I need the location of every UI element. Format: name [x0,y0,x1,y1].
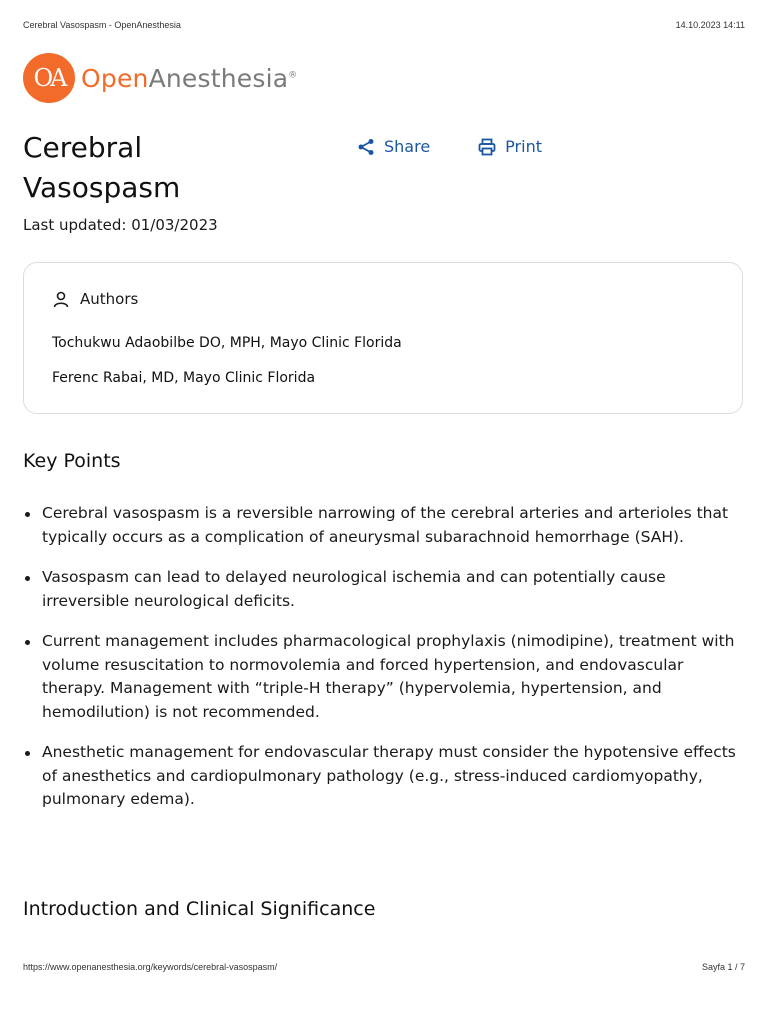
list-item: Anesthetic management for endovascular therapy must consider the hypotensive effects of anesthetics and cardiopulmonary pathology (e.g., stress-induced cardiomyopathy, pulmonary edema). [23,741,748,812]
article-title: Cerebral Vasospasm [23,131,181,204]
printer-icon [478,138,496,156]
authors-heading [53,290,138,308]
oa-logo-icon: OA [23,53,75,103]
article-actions [357,137,542,156]
share-icon [357,138,375,156]
share-label: Share [384,137,431,156]
list-item: Cerebral vasospasm is a reversible narrowing of the cerebral arteries and arterioles that typically occurs as a complication of aneurysmal subarachnoid hemorrhage (SAH). [23,502,748,549]
key-points-list [23,502,748,829]
logo-word-anesthesia: Anesthesia [148,63,289,93]
print-page-title: Cerebral Vasospasm - OpenAnesthesia [23,20,181,30]
key-points-heading: Key Points [23,450,121,472]
user-icon [53,291,69,308]
print-button[interactable] [478,137,542,156]
author-name: Ferenc Rabai, MD, Mayo Clinic Florida [52,370,316,386]
openanesthesia-logo[interactable] [23,53,297,103]
logo-word-open: Open [81,63,149,93]
page-url: https://www.openanesthesia.org/keywords/cerebral-vasospasm/ [23,962,278,972]
introduction-heading: Introduction and Clinical Significance [23,898,376,920]
author-name: Tochukwu Adaobilbe DO, MPH, Mayo Clinic Florida [52,335,402,351]
authors-card [23,262,743,414]
list-item: Vasospasm can lead to delayed neurological ischemia and can potentially cause irreversible neurological deficits. [23,566,748,613]
logo-registered-mark: ® [288,70,298,81]
print-footer [23,962,745,972]
last-updated: Last updated: 01/03/2023 [23,216,218,234]
list-item: Current management includes pharmacological prophylaxis (nimodipine), treatment with volume resuscitation to normovolemia and forced hypertension, and endovascular therapy. Management with “triple-H therapy” (hypervolemia, hypertension, and hemodilution) is not recommended. [23,630,748,724]
share-button[interactable] [357,137,430,156]
print-label: Print [505,137,542,156]
print-datetime: 14.10.2023 14:11 [675,20,745,30]
authors-heading-label: Authors [80,290,139,308]
page-number: Sayfa 1 / 7 [701,962,745,972]
print-header [23,20,745,30]
logo-wordmark [81,64,297,93]
